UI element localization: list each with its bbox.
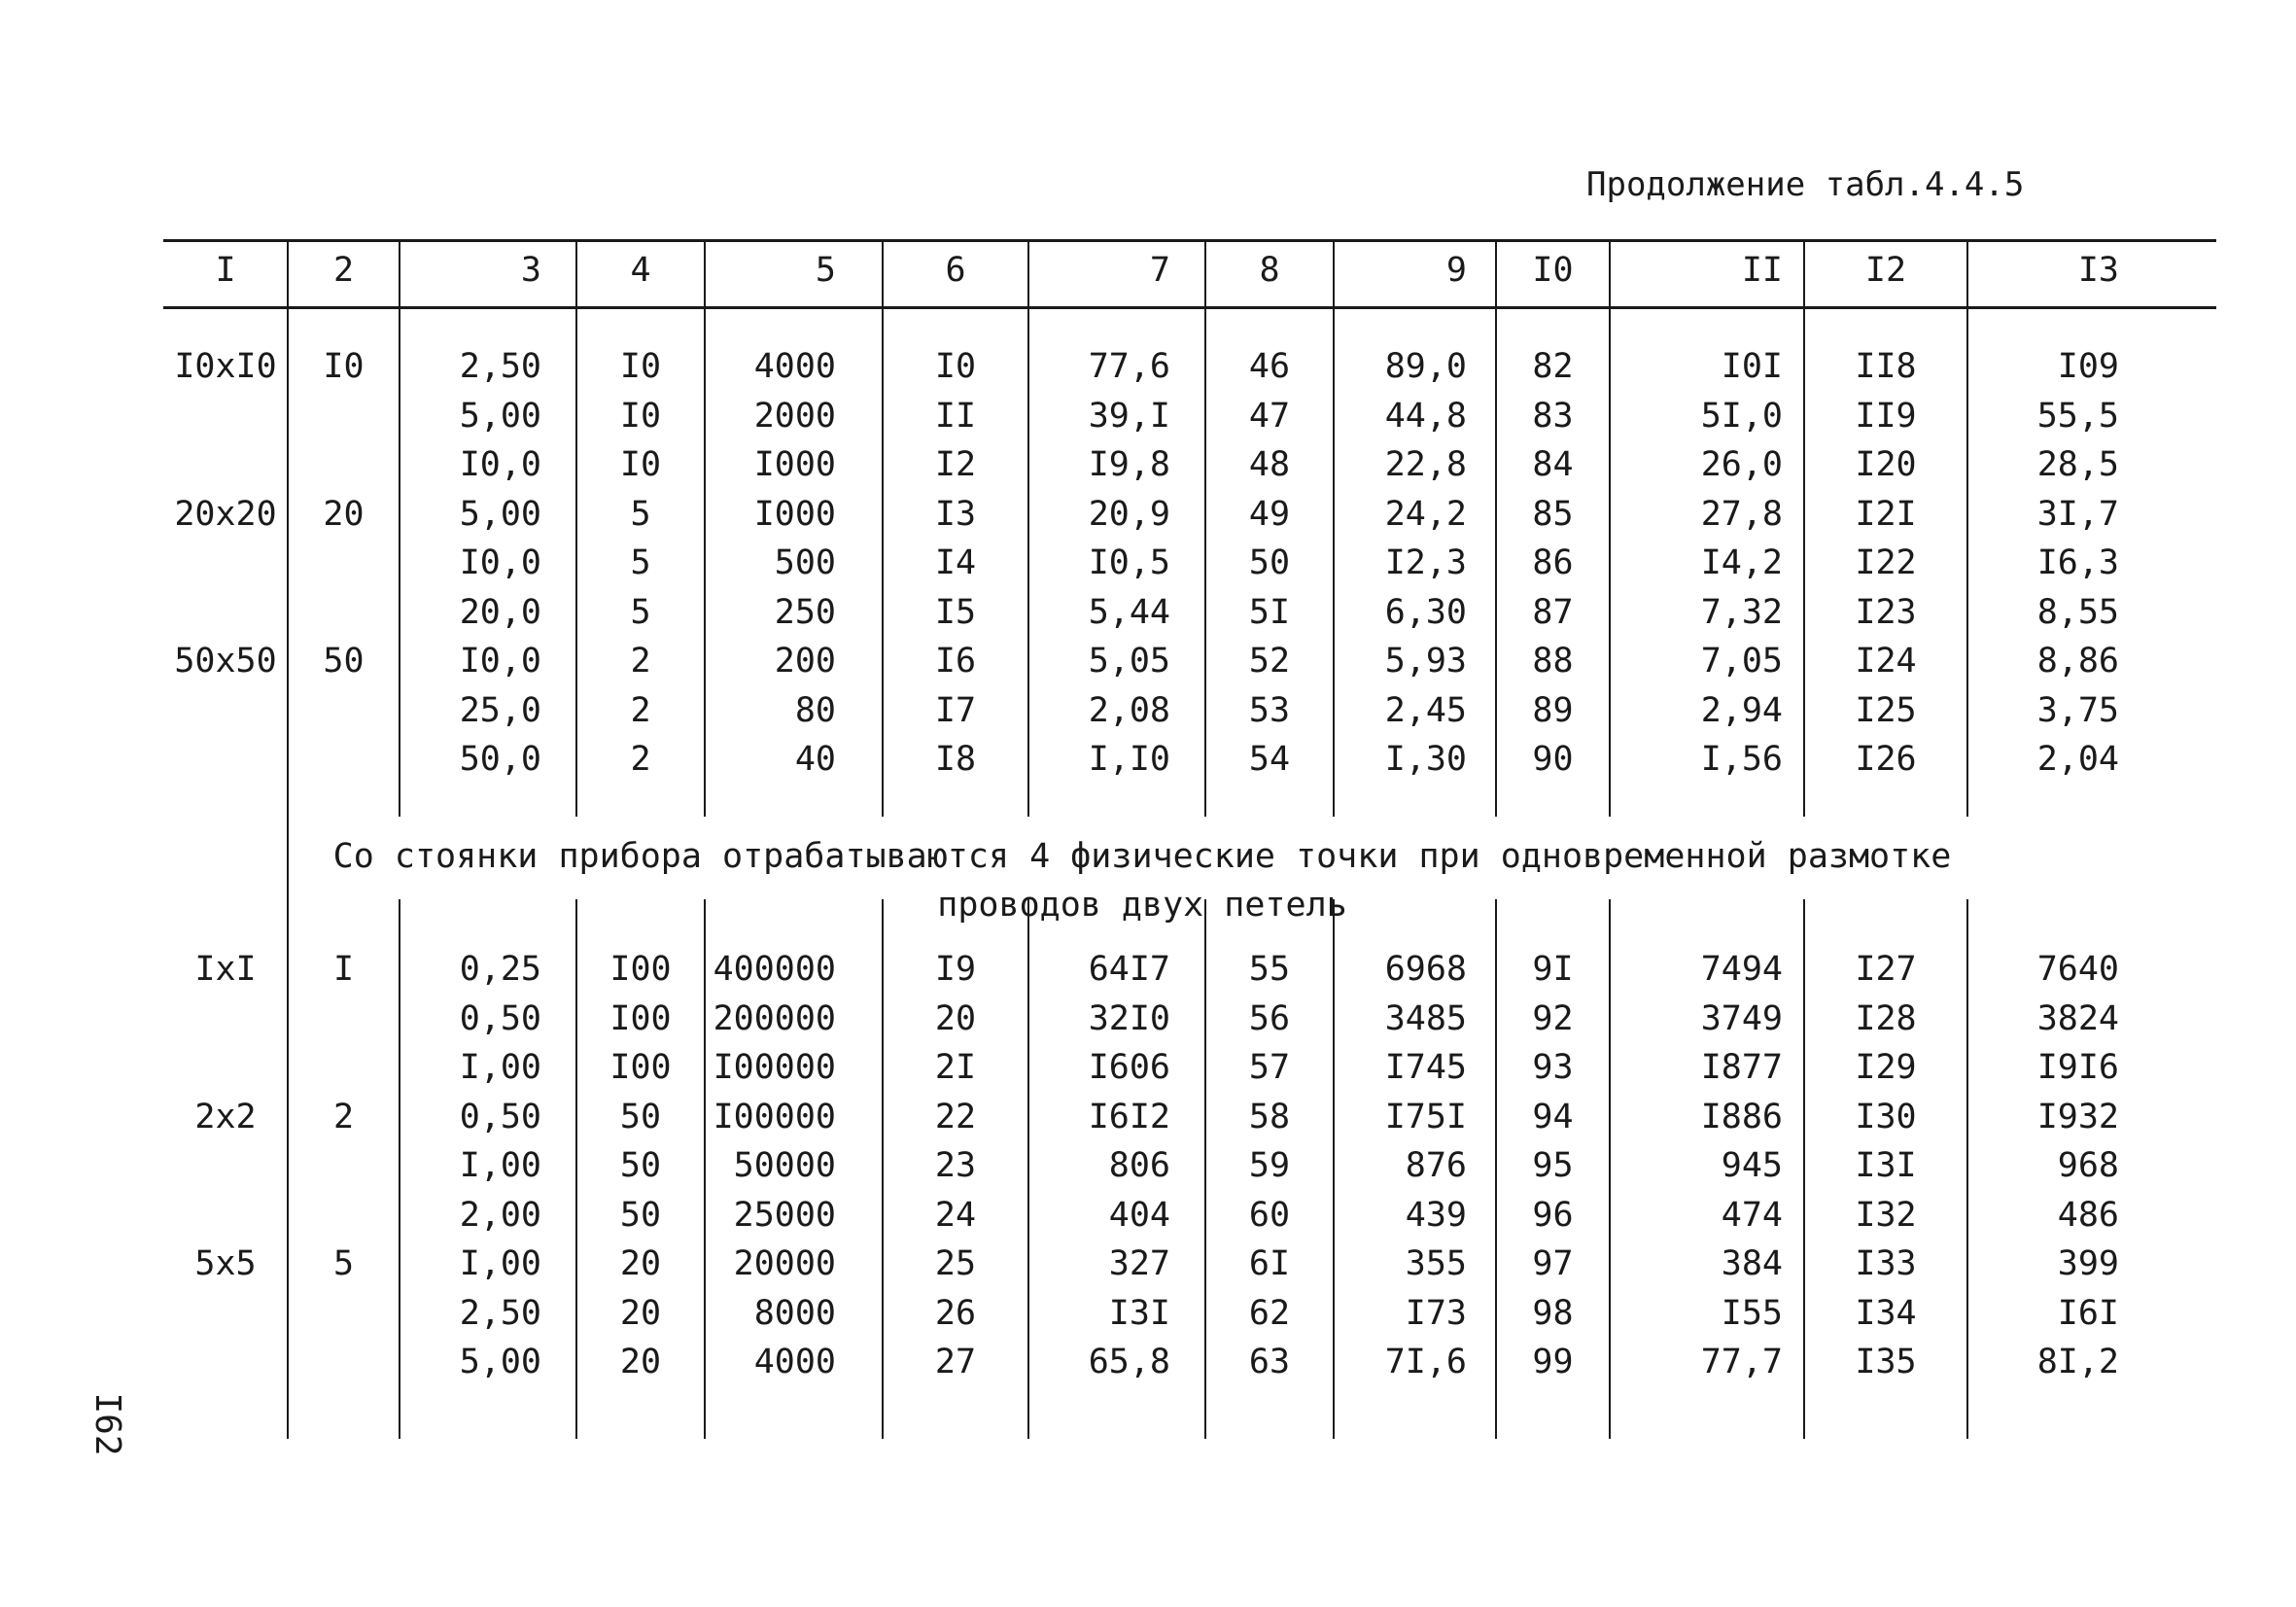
table-cell: 85 xyxy=(1532,495,1574,534)
table-cell: I932 xyxy=(2036,1098,2119,1136)
header-cell: 6 xyxy=(945,251,966,290)
column-divider xyxy=(399,242,400,306)
column-divider xyxy=(575,899,577,1439)
table-cell: 63 xyxy=(1248,1343,1291,1381)
table-cell: I09 xyxy=(2057,347,2119,386)
table-cell: 98 xyxy=(1532,1294,1574,1333)
column-divider xyxy=(882,309,884,817)
table-cell: 56 xyxy=(1248,999,1291,1038)
table-cell: I00000 xyxy=(713,1048,836,1087)
table-cell: I33 xyxy=(1855,1244,1917,1283)
table-cell: I27 xyxy=(1855,950,1917,989)
table-cell: 20,0 xyxy=(459,593,541,632)
table-cell: I00000 xyxy=(713,1098,836,1136)
column-divider xyxy=(399,309,400,817)
column-divider xyxy=(1609,899,1611,1439)
table-cell: 83 xyxy=(1532,397,1574,436)
table-cell: I29 xyxy=(1855,1048,1917,1087)
table-cell: 2 xyxy=(630,642,651,681)
table-cell: I0xI0 xyxy=(174,347,277,386)
column-divider xyxy=(1609,242,1611,306)
note-line-2: проводов двух петель xyxy=(937,886,1347,925)
table-cell: I20 xyxy=(1855,445,1917,484)
table-cell: I5 xyxy=(934,593,977,632)
table-cell: 8,55 xyxy=(2036,593,2119,632)
table-cell: 22,8 xyxy=(1384,445,1467,484)
header-cell: I0 xyxy=(1532,251,1574,290)
column-divider xyxy=(575,309,577,817)
table-cell: 5,44 xyxy=(1088,593,1170,632)
table-cell: 2,94 xyxy=(1700,691,1783,730)
table-cell: 486 xyxy=(2057,1196,2119,1235)
table-cell: 86 xyxy=(1532,543,1574,582)
table-cell: 22 xyxy=(934,1098,977,1136)
column-divider xyxy=(1966,899,1968,1439)
table-cell: 439 xyxy=(1405,1196,1467,1235)
column-divider xyxy=(704,899,706,1439)
table-cell: I2,3 xyxy=(1384,543,1467,582)
note-line-1: Со стоянки прибора отрабатываются 4 физические точки при одновременной размотке xyxy=(332,837,1952,876)
table-cell: I0 xyxy=(619,397,662,436)
table-cell: 57 xyxy=(1248,1048,1291,1087)
column-divider xyxy=(399,899,400,1439)
table-cell: 2,08 xyxy=(1088,691,1170,730)
header-cell: 8 xyxy=(1259,251,1280,290)
table-cell: 2000 xyxy=(753,397,836,436)
table-cell: I6I xyxy=(2057,1294,2119,1333)
table-cell: 82 xyxy=(1532,347,1574,386)
table-cell: I23 xyxy=(1855,593,1917,632)
table-cell: I000 xyxy=(753,445,836,484)
table-cell: 89,0 xyxy=(1384,347,1467,386)
table-cell: 20 xyxy=(619,1244,662,1283)
table-cell: 48 xyxy=(1248,445,1291,484)
table-cell: 5x5 xyxy=(194,1244,257,1283)
column-divider xyxy=(1027,309,1029,817)
table-cell: 7,05 xyxy=(1700,642,1783,681)
table-cell: 3824 xyxy=(2036,999,2119,1038)
page-number: I62 xyxy=(87,1392,127,1456)
table-cell: 24 xyxy=(934,1196,977,1235)
table-cell: 250 xyxy=(774,593,836,632)
column-divider xyxy=(1495,899,1497,1439)
column-divider xyxy=(1609,309,1611,817)
column-divider xyxy=(1966,242,1968,306)
column-divider xyxy=(1333,309,1335,817)
table-cell: 3I,7 xyxy=(2036,495,2119,534)
table-cell: 65,8 xyxy=(1088,1343,1170,1381)
table-cell: 53 xyxy=(1248,691,1291,730)
table-cell: 876 xyxy=(1405,1146,1467,1185)
table-cell: 58 xyxy=(1248,1098,1291,1136)
table-continuation-caption: Продолжение табл.4.4.5 xyxy=(1586,165,2025,204)
header-cell: 9 xyxy=(1445,251,1467,290)
table-cell: I26 xyxy=(1855,740,1917,779)
table-cell: 52 xyxy=(1248,642,1291,681)
column-divider xyxy=(1333,899,1335,1439)
table-cell: 20,9 xyxy=(1088,495,1170,534)
table-cell: 806 xyxy=(1108,1146,1170,1185)
table-cell: 968 xyxy=(2057,1146,2119,1185)
table-cell: 95 xyxy=(1532,1146,1574,1185)
column-divider xyxy=(1333,242,1335,306)
table-cell: I2I xyxy=(1855,495,1917,534)
table-cell: 7640 xyxy=(2036,950,2119,989)
table-cell: 97 xyxy=(1532,1244,1574,1283)
table-cell: I,I0 xyxy=(1088,740,1170,779)
table-cell: I0 xyxy=(323,347,365,386)
table-cell: 200000 xyxy=(713,999,836,1038)
table-cell: I9I6 xyxy=(2036,1048,2119,1087)
header-cell: I2 xyxy=(1864,251,1907,290)
table-cell: I3I xyxy=(1855,1146,1917,1185)
table-cell: I000 xyxy=(753,495,836,534)
table-cell: I,00 xyxy=(459,1048,541,1087)
table-cell: 28,5 xyxy=(2036,445,2119,484)
table-cell: 87 xyxy=(1532,593,1574,632)
table-cell: I3 xyxy=(934,495,977,534)
table-cell: 7,32 xyxy=(1700,593,1783,632)
table-cell: I6,3 xyxy=(2036,543,2119,582)
table-cell: 23 xyxy=(934,1146,977,1185)
table-cell: 64I7 xyxy=(1088,950,1170,989)
table-cell: 25 xyxy=(934,1244,977,1283)
table-cell: 200 xyxy=(774,642,836,681)
column-divider xyxy=(1204,899,1206,1439)
table-cell: I24 xyxy=(1855,642,1917,681)
table-cell: I0 xyxy=(619,347,662,386)
table-cell: 90 xyxy=(1532,740,1574,779)
table-cell: 88 xyxy=(1532,642,1574,681)
table-cell: 26,0 xyxy=(1700,445,1783,484)
table-top-rule xyxy=(163,239,2216,242)
table-cell: IxI xyxy=(194,950,257,989)
table-cell: I00 xyxy=(609,999,672,1038)
table-cell: 5I xyxy=(1248,593,1291,632)
header-cell: 7 xyxy=(1149,251,1170,290)
table-cell: I0 xyxy=(619,445,662,484)
table-cell: I55 xyxy=(1721,1294,1783,1333)
table-cell: 20 xyxy=(619,1343,662,1381)
table-cell: I8 xyxy=(934,740,977,779)
table-cell: 2x2 xyxy=(194,1098,257,1136)
table-cell: I0 xyxy=(934,347,977,386)
table-cell: 2,45 xyxy=(1384,691,1467,730)
table-cell: 39,I xyxy=(1088,397,1170,436)
table-cell: 5 xyxy=(630,593,651,632)
table-cell: 8I,2 xyxy=(2036,1343,2119,1381)
column-divider xyxy=(1803,309,1805,817)
table-cell: I28 xyxy=(1855,999,1917,1038)
table-cell: 945 xyxy=(1721,1146,1783,1185)
table-cell: 92 xyxy=(1532,999,1574,1038)
table-cell: 327 xyxy=(1108,1244,1170,1283)
table-cell: 5,05 xyxy=(1088,642,1170,681)
column-divider xyxy=(1027,242,1029,306)
table-cell: 25000 xyxy=(733,1196,836,1235)
table-cell: I4 xyxy=(934,543,977,582)
table-cell: 50 xyxy=(619,1196,662,1235)
table-cell: 3,75 xyxy=(2036,691,2119,730)
table-cell: 20 xyxy=(934,999,977,1038)
header-cell: II xyxy=(1741,251,1783,290)
table-cell: 20000 xyxy=(733,1244,836,1283)
table-cell: II xyxy=(934,397,977,436)
table-cell: 2 xyxy=(332,1098,355,1136)
table-cell: 7494 xyxy=(1700,950,1783,989)
table-cell: 62 xyxy=(1248,1294,1291,1333)
table-cell: I00 xyxy=(609,1048,672,1087)
table-cell: I0,0 xyxy=(459,543,541,582)
table-cell: 4000 xyxy=(753,1343,836,1381)
header-cell: I3 xyxy=(2077,251,2119,290)
table-cell: 2I xyxy=(934,1048,977,1087)
header-cell: I xyxy=(215,251,236,290)
table-cell: 355 xyxy=(1405,1244,1467,1283)
table-cell: 55,5 xyxy=(2036,397,2119,436)
table-cell: I0,5 xyxy=(1088,543,1170,582)
table-cell: I0I xyxy=(1721,347,1783,386)
table-cell: 50,0 xyxy=(459,740,541,779)
table-cell: 7I,6 xyxy=(1384,1343,1467,1381)
table-cell: I7 xyxy=(934,691,977,730)
table-cell: 5,00 xyxy=(459,397,541,436)
table-cell: 474 xyxy=(1721,1196,1783,1235)
column-divider xyxy=(1204,309,1206,817)
table-cell: 8,86 xyxy=(2036,642,2119,681)
table-cell: I,00 xyxy=(459,1244,541,1283)
table-cell: 3749 xyxy=(1700,999,1783,1038)
table-cell: I22 xyxy=(1855,543,1917,582)
column-divider xyxy=(1495,309,1497,817)
table-cell: 20 xyxy=(323,495,365,534)
table-cell: 5,93 xyxy=(1384,642,1467,681)
column-divider xyxy=(575,242,577,306)
table-cell: 80 xyxy=(794,691,836,730)
table-cell: I73 xyxy=(1405,1294,1467,1333)
column-divider xyxy=(704,309,706,817)
table-cell: II8 xyxy=(1855,347,1917,386)
table-cell: I6I2 xyxy=(1088,1098,1170,1136)
table-cell: I30 xyxy=(1855,1098,1917,1136)
table-cell: 24,2 xyxy=(1384,495,1467,534)
table-cell: 50 xyxy=(323,642,365,681)
table-cell: II9 xyxy=(1855,397,1917,436)
table-cell: 40 xyxy=(794,740,836,779)
table-cell: I32 xyxy=(1855,1196,1917,1235)
table-cell: I4,2 xyxy=(1700,543,1783,582)
table-cell: I886 xyxy=(1700,1098,1783,1136)
table-cell: 25,0 xyxy=(459,691,541,730)
table-cell: 0,25 xyxy=(459,950,541,989)
table-cell: 26 xyxy=(934,1294,977,1333)
table-cell: 54 xyxy=(1248,740,1291,779)
table-cell: 6968 xyxy=(1384,950,1467,989)
table-cell: I75I xyxy=(1384,1098,1467,1136)
table-cell: I25 xyxy=(1855,691,1917,730)
table-cell: 2,04 xyxy=(2036,740,2119,779)
table-cell: 27 xyxy=(934,1343,977,1381)
table-cell: I9 xyxy=(934,950,977,989)
table-header-rule xyxy=(163,306,2216,309)
column-divider xyxy=(882,899,884,1439)
table-cell: I,00 xyxy=(459,1146,541,1185)
table-cell: 60 xyxy=(1248,1196,1291,1235)
table-cell: I6 xyxy=(934,642,977,681)
table-cell: 2,50 xyxy=(459,1294,541,1333)
column-divider xyxy=(882,242,884,306)
table-cell: 94 xyxy=(1532,1098,1574,1136)
table-cell: 0,50 xyxy=(459,999,541,1038)
table-cell: 99 xyxy=(1532,1343,1574,1381)
table-cell: 49 xyxy=(1248,495,1291,534)
table-cell: 77,7 xyxy=(1700,1343,1783,1381)
table-cell: 32I0 xyxy=(1088,999,1170,1038)
column-divider xyxy=(1495,242,1497,306)
table-cell: 46 xyxy=(1248,347,1291,386)
column-divider xyxy=(1204,242,1206,306)
table-cell: I877 xyxy=(1700,1048,1783,1087)
table-cell: 89 xyxy=(1532,691,1574,730)
table-cell: 400000 xyxy=(713,950,836,989)
table-cell: 27,8 xyxy=(1700,495,1783,534)
column-divider xyxy=(1803,242,1805,306)
table-cell: I606 xyxy=(1088,1048,1170,1087)
table-cell: I,56 xyxy=(1700,740,1783,779)
table-cell: 96 xyxy=(1532,1196,1574,1235)
table-cell: 384 xyxy=(1721,1244,1783,1283)
header-cell: 2 xyxy=(332,251,355,290)
table-cell: I0,0 xyxy=(459,642,541,681)
table-cell: 5 xyxy=(630,495,651,534)
table-cell: I,30 xyxy=(1384,740,1467,779)
table-cell: 20 xyxy=(619,1294,662,1333)
table-cell: 20x20 xyxy=(174,495,277,534)
table-cell: 5 xyxy=(332,1244,355,1283)
table-cell: 404 xyxy=(1108,1196,1170,1235)
table-cell: 2,00 xyxy=(459,1196,541,1235)
table-cell: 84 xyxy=(1532,445,1574,484)
column-divider xyxy=(1966,309,1968,817)
table-cell: 0,50 xyxy=(459,1098,541,1136)
table-cell: 47 xyxy=(1248,397,1291,436)
table-cell: 5,00 xyxy=(459,1343,541,1381)
table-cell: I00 xyxy=(609,950,672,989)
table-cell: 6I xyxy=(1248,1244,1291,1283)
column-divider xyxy=(1027,899,1029,1439)
table-cell: 8000 xyxy=(753,1294,836,1333)
table-cell: I35 xyxy=(1855,1343,1917,1381)
table-cell: 93 xyxy=(1532,1048,1574,1087)
header-cell: 5 xyxy=(815,251,836,290)
table-cell: 44,8 xyxy=(1384,397,1467,436)
table-cell: 3485 xyxy=(1384,999,1467,1038)
table-cell: 2 xyxy=(630,740,651,779)
table-cell: 2,50 xyxy=(459,347,541,386)
table-cell: 59 xyxy=(1248,1146,1291,1185)
table-cell: I xyxy=(332,950,355,989)
table-cell: 55 xyxy=(1248,950,1291,989)
table-cell: 9I xyxy=(1532,950,1574,989)
table-cell: I9,8 xyxy=(1088,445,1170,484)
table-cell: I34 xyxy=(1855,1294,1917,1333)
table-cell: I2 xyxy=(934,445,977,484)
table-cell: 50x50 xyxy=(174,642,277,681)
table-cell: 4000 xyxy=(753,347,836,386)
table-cell: I3I xyxy=(1108,1294,1170,1333)
table-cell: 5,00 xyxy=(459,495,541,534)
table-cell: 5 xyxy=(630,543,651,582)
table-cell: 2 xyxy=(630,691,651,730)
table-cell: 50 xyxy=(619,1146,662,1185)
column-divider xyxy=(704,242,706,306)
table-cell: 399 xyxy=(2057,1244,2119,1283)
table-cell: 5I,0 xyxy=(1700,397,1783,436)
header-cell: 4 xyxy=(630,251,651,290)
table-cell: I0,0 xyxy=(459,445,541,484)
header-cell: 3 xyxy=(520,251,541,290)
table-cell: 77,6 xyxy=(1088,347,1170,386)
table-cell: 500 xyxy=(774,543,836,582)
column-divider xyxy=(1803,899,1805,1439)
table-cell: 50 xyxy=(619,1098,662,1136)
table-cell: 50000 xyxy=(733,1146,836,1185)
table-cell: 6,30 xyxy=(1384,593,1467,632)
table-cell: I745 xyxy=(1384,1048,1467,1087)
table-cell: 50 xyxy=(1248,543,1291,582)
